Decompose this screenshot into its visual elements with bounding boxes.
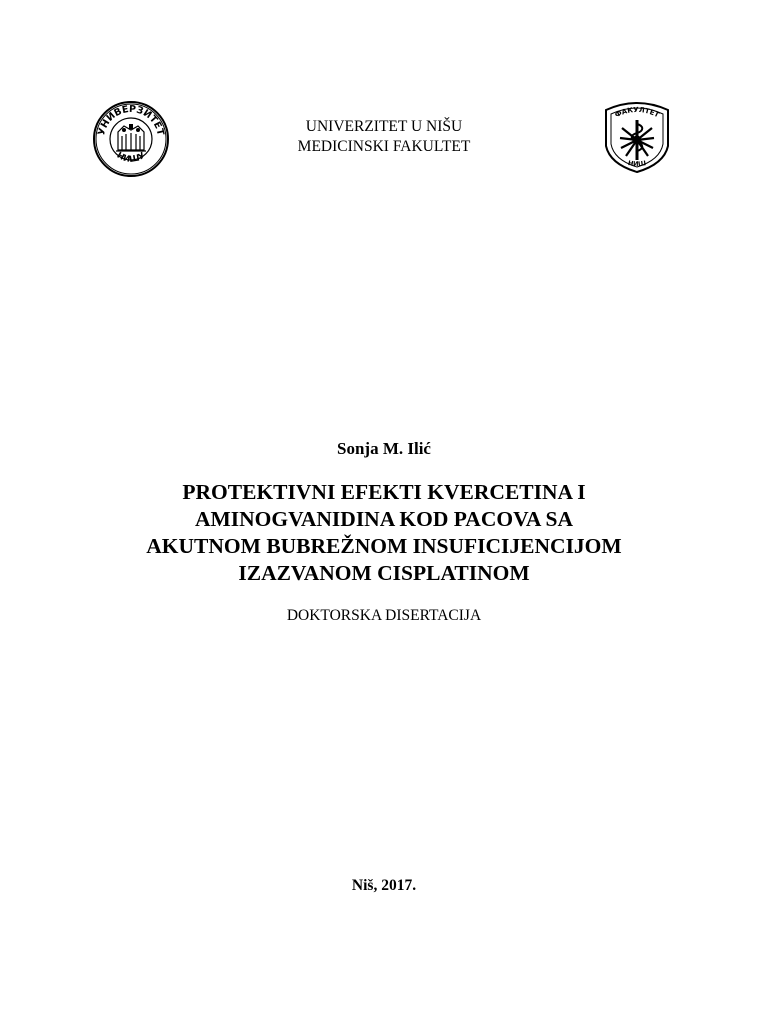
place-date: Niš, 2017.	[351, 877, 417, 894]
title-line: AKUTNOM BUBREŽNOM INSUFICIJENCIJOM	[146, 534, 622, 558]
university-seal-icon	[92, 100, 170, 178]
institution-header	[184, 117, 584, 157]
title-line: IZAZVANOM CISPLATINOM	[238, 561, 530, 585]
svg-text:НИШУ: НИШУ	[114, 150, 148, 166]
svg-text:УНИВЕРЗИТЕТ: УНИВЕРЗИТЕТ	[96, 103, 166, 137]
university-name: UNIVERZITET U NIŠU	[305, 118, 463, 135]
svg-text:НИШ: НИШ	[627, 158, 647, 169]
faculty-name: MEDICINSKI FAKULTET	[297, 138, 471, 155]
title-line: PROTEKTIVNI EFEKTI KVERCETINA I	[182, 480, 586, 504]
author-name: Sonja M. Ilić	[337, 439, 431, 458]
dissertation-title	[60, 479, 708, 587]
title-line: AMINOGVANIDINA KOD PACOVA SA	[194, 507, 574, 531]
document-type: DOKTORSKA DISERTACIJA	[286, 607, 482, 624]
medical-faculty-emblem-icon	[598, 98, 676, 174]
svg-text:ФАКУЛТЕТ: ФАКУЛТЕТ	[613, 105, 661, 120]
